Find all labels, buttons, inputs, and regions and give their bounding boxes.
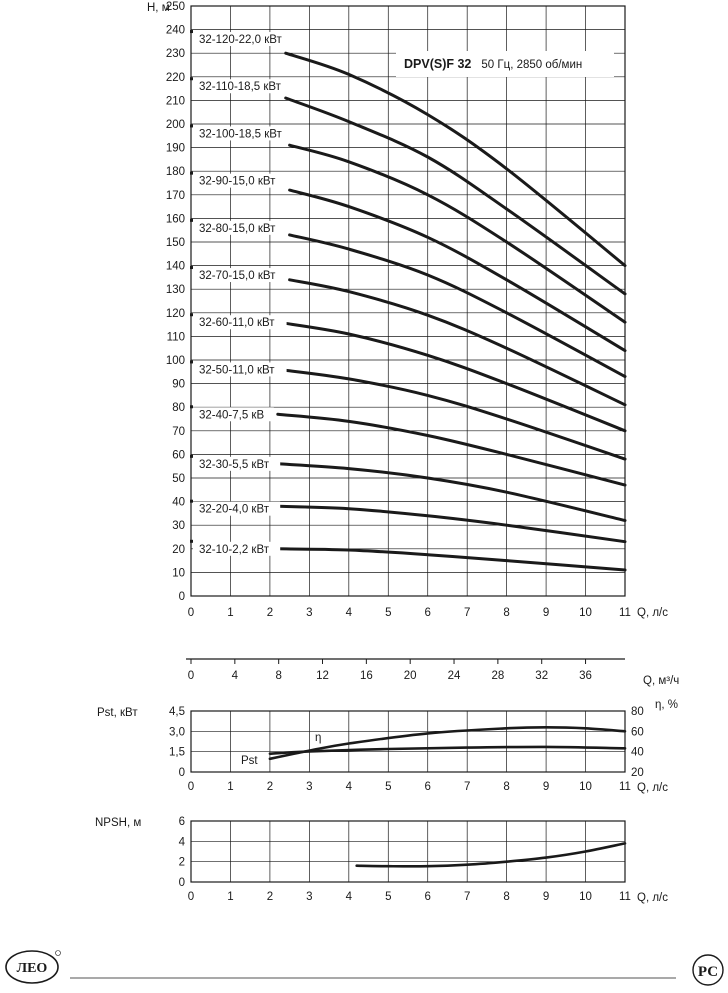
x-tick-label: 0 xyxy=(187,607,195,619)
curve-label: 32-100-18,5 кВт xyxy=(199,128,282,141)
x-axis-label: Q, л/с xyxy=(637,782,668,794)
x-axis-label: Q, л/с xyxy=(637,607,668,619)
power-curve-label: Pst xyxy=(241,755,258,767)
y-tick-label: 40 xyxy=(172,496,185,509)
x-tick-label: 10 xyxy=(579,781,592,793)
x-axis-label: Q, м³/ч xyxy=(643,675,680,687)
curve-label: 32-30-5,5 кВт xyxy=(199,458,270,471)
chart-title-model: DPV(S)F 32 xyxy=(404,57,472,71)
x-tick-label: 7 xyxy=(463,891,471,903)
x-axis-label: Q, л/с xyxy=(637,892,668,904)
certification-logo xyxy=(693,955,723,985)
flow-m3h-axis xyxy=(186,659,679,687)
curve-label: 32-50-11,0 кВт xyxy=(199,364,275,377)
performance-curve xyxy=(278,369,625,459)
chart-title-speed: 50 Гц, 2850 об/мин xyxy=(481,59,583,71)
x-tick-label: 8 xyxy=(503,891,510,903)
curve-label: 32-10-2,2 кВт xyxy=(199,543,270,556)
y-tick-label: 240 xyxy=(165,24,185,37)
performance-curve xyxy=(286,98,625,294)
company-logo xyxy=(6,951,61,984)
y-tick-label: 220 xyxy=(165,71,185,84)
power-efficiency-chart xyxy=(97,699,678,794)
x-tick-label: 8 xyxy=(503,607,510,619)
curve-label: 32-80-15,0 кВт xyxy=(199,222,276,235)
performance-curve xyxy=(278,414,625,485)
y-right-tick-label: 60 xyxy=(631,726,644,739)
x-tick-label: 6 xyxy=(424,607,431,619)
efficiency-curve-label: η xyxy=(315,732,322,744)
x-tick-label: 1 xyxy=(227,607,234,619)
x-tick-label: 16 xyxy=(359,670,373,682)
curve-label-marker xyxy=(190,500,193,503)
x-tick-label: 0 xyxy=(187,781,195,793)
x-tick-label: 3 xyxy=(306,607,313,619)
y-tick-label: 90 xyxy=(172,378,185,391)
curve-label-marker xyxy=(190,313,193,316)
y-tick-label: 4,5 xyxy=(169,706,185,718)
curve-label-marker xyxy=(190,405,193,408)
y-tick-label: 3,0 xyxy=(169,726,185,739)
npsh-chart xyxy=(95,816,668,904)
y-tick-label: 6 xyxy=(178,816,185,828)
chart-title xyxy=(404,57,582,71)
curve-label-marker xyxy=(190,219,193,222)
curve-label: 32-90-15,0 кВт xyxy=(199,175,276,188)
y-tick-label: 170 xyxy=(165,189,185,202)
x-tick-label: 1 xyxy=(227,781,234,793)
x-tick-label: 3 xyxy=(306,781,313,793)
y-tick-label: 70 xyxy=(172,425,185,438)
performance-curve xyxy=(290,145,625,322)
y-tick-label: 100 xyxy=(165,355,185,367)
y-right-axis-label: η, % xyxy=(655,699,679,711)
x-tick-label: 32 xyxy=(535,670,549,682)
performance-curve xyxy=(286,53,625,265)
y-tick-label: 140 xyxy=(165,260,185,273)
x-tick-label: 4 xyxy=(345,781,353,793)
x-tick-label: 2 xyxy=(266,781,274,793)
y-axis-label: H, м xyxy=(147,2,170,14)
x-tick-label: 20 xyxy=(403,670,417,682)
x-tick-label: 4 xyxy=(345,891,353,903)
x-tick-label: 24 xyxy=(447,670,461,682)
x-tick-label: 11 xyxy=(619,607,631,619)
x-tick-label: 10 xyxy=(579,607,592,619)
y-tick-label: 30 xyxy=(172,520,185,533)
y-tick-label: 200 xyxy=(165,119,185,131)
x-tick-label: 7 xyxy=(463,607,471,619)
x-tick-label: 9 xyxy=(542,891,550,903)
curve-label: 32-20-4,0 кВт xyxy=(199,503,270,516)
x-tick-label: 11 xyxy=(619,781,631,793)
y-tick-label: 10 xyxy=(172,567,185,580)
plot-frame xyxy=(191,821,625,882)
x-tick-label: 5 xyxy=(385,607,392,619)
performance-curve xyxy=(278,506,625,541)
y-axis-label: Pst, кВт xyxy=(97,707,138,719)
x-tick-label: 36 xyxy=(579,670,592,682)
curve-label: 32-60-11,0 кВт xyxy=(199,317,275,330)
y-tick-label: 210 xyxy=(165,95,185,108)
curve-label-marker xyxy=(190,455,193,458)
efficiency-curve xyxy=(270,727,625,759)
curve-label: 32-40-7,5 кВ xyxy=(199,409,265,422)
x-tick-label: 9 xyxy=(542,781,550,793)
curve-label-marker xyxy=(190,172,193,175)
y-tick-label: 110 xyxy=(166,331,185,344)
x-tick-label: 11 xyxy=(619,891,631,903)
x-tick-label: 9 xyxy=(542,607,550,619)
company-logo-text: ЛЕО xyxy=(16,961,48,976)
y-tick-label: 180 xyxy=(165,166,185,179)
certification-logo-text: РС xyxy=(697,964,719,980)
x-tick-label: 4 xyxy=(345,607,353,619)
x-tick-label: 5 xyxy=(385,891,392,903)
curve-label-marker xyxy=(190,360,193,363)
y-tick-label: 1,5 xyxy=(169,746,185,759)
y-tick-label: 60 xyxy=(172,449,185,462)
y-tick-label: 0 xyxy=(178,591,185,603)
curve-label: 32-120-22,0 кВт xyxy=(199,34,282,47)
curve-label: 32-70-15,0 кВт xyxy=(199,270,276,283)
y-tick-label: 130 xyxy=(165,284,185,297)
npsh-curve xyxy=(357,843,625,866)
y-tick-label: 250 xyxy=(165,1,185,13)
y-axis-label: NPSH, м xyxy=(95,817,142,829)
y-right-tick-label: 20 xyxy=(631,767,644,779)
y-tick-label: 2 xyxy=(178,856,185,869)
y-tick-label: 230 xyxy=(165,48,185,61)
y-tick-label: 0 xyxy=(178,877,185,889)
x-tick-label: 0 xyxy=(187,670,195,682)
y-tick-label: 80 xyxy=(172,402,185,415)
x-tick-label: 0 xyxy=(187,891,195,903)
x-tick-label: 4 xyxy=(231,670,239,682)
x-tick-label: 12 xyxy=(316,670,329,682)
performance-curve xyxy=(278,549,625,570)
curve-label-marker xyxy=(190,540,193,543)
x-tick-label: 8 xyxy=(503,781,510,793)
y-tick-label: 50 xyxy=(172,473,185,485)
curve-label-marker xyxy=(190,30,193,33)
y-tick-label: 190 xyxy=(165,142,185,155)
curve-label-marker xyxy=(190,124,193,127)
x-tick-label: 7 xyxy=(463,781,471,793)
y-right-tick-label: 40 xyxy=(631,746,644,759)
x-tick-label: 28 xyxy=(491,670,505,682)
head-chart xyxy=(147,1,668,619)
x-tick-label: 6 xyxy=(424,781,431,793)
x-tick-label: 6 xyxy=(424,891,431,903)
x-tick-label: 5 xyxy=(385,781,392,793)
y-tick-label: 20 xyxy=(172,543,185,556)
y-right-tick-label: 80 xyxy=(631,706,644,718)
x-tick-label: 10 xyxy=(579,891,592,903)
x-tick-label: 1 xyxy=(227,891,234,903)
x-tick-label: 2 xyxy=(266,607,274,619)
x-tick-label: 3 xyxy=(306,891,313,903)
curve-label: 32-110-18,5 кВт xyxy=(199,81,281,94)
y-tick-label: 4 xyxy=(178,836,185,849)
y-tick-label: 0 xyxy=(178,767,185,779)
x-tick-label: 2 xyxy=(266,891,274,903)
curve-label-marker xyxy=(190,266,193,269)
y-tick-label: 120 xyxy=(165,307,185,320)
curve-label-marker xyxy=(190,77,193,80)
y-tick-label: 150 xyxy=(165,237,185,249)
performance-curve xyxy=(290,280,625,405)
x-tick-label: 8 xyxy=(275,670,282,682)
y-tick-label: 160 xyxy=(165,213,185,226)
